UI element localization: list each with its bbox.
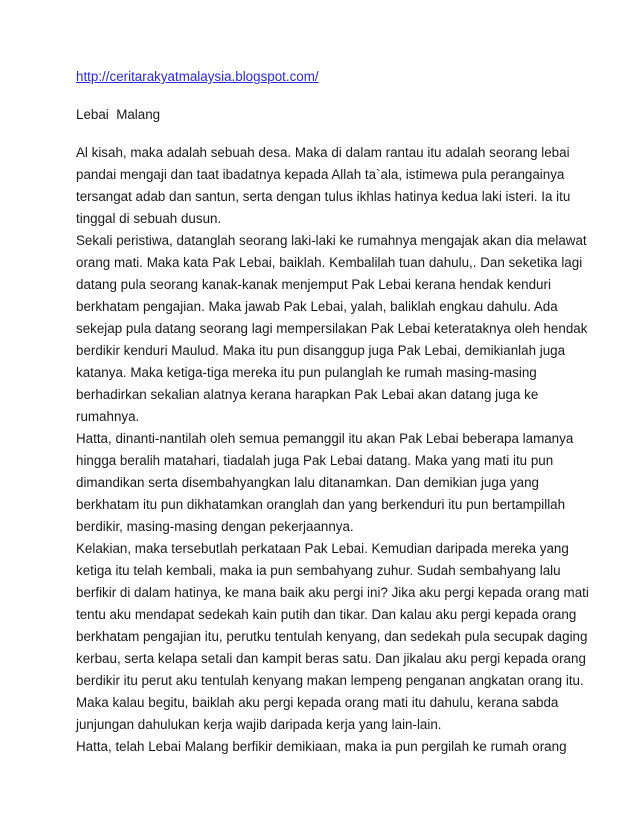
text-line: Maka kalau begitu, baiklah aku pergi kepada orang mati itu dahulu, kerana sabda (76, 695, 559, 710)
text-line: junjungan dahulukan kerja wajib daripada kerja yang lain-lain. (76, 717, 442, 732)
text-line: tentu aku mendapat sedekah kain putih dan tikar. Dan kalau aku pergi kepada orang (76, 607, 577, 622)
text-line: berdikir, masing-masing dengan pekerjaannya. (76, 519, 354, 534)
document-page (76, 66, 589, 758)
text-line: Kelakian, maka tersebutlah perkataan Pak Lebai. Kemudian daripada mereka yang (76, 541, 569, 556)
text-line: Al kisah, maka adalah sebuah desa. Maka di dalam rantau itu adalah seorang lebai (76, 145, 570, 160)
text-line: katanya. Maka ketiga-tiga mereka itu pun pulanglah ke rumah masing-masing (76, 365, 537, 380)
text-line: hingga beralih matahari, tiadalah juga Pak Lebai datang. Maka yang mati itu pun (76, 453, 554, 468)
story-body (76, 142, 589, 758)
text-line: berfikir di dalam hatinya, ke mana baik aku pergi ini? Jika aku pergi kepada orang mati (76, 585, 589, 600)
text-line: datang pula seorang kanak-kanak menjemput Pak Lebai kerana hendak kenduri (76, 277, 551, 292)
text-line: berdikir kenduri Maulud. Maka itu pun disanggup juga Pak Lebai, demikianlah juga (76, 343, 566, 358)
text-line: kerbau, serta kelapa setali dan kampit beras satu. Dan jikalau aku pergi kepada orang (76, 651, 586, 666)
text-line: berhadirkan sekalian alatnya kerana harapkan Pak Lebai akan datang juga ke (76, 387, 539, 402)
text-line: Hatta, telah Lebai Malang berfikir demikiaan, maka ia pun pergilah ke rumah orang (76, 739, 567, 754)
text-line: sekejap pula datang seorang lagi mempersilakan Pak Lebai keterataknya oleh hendak (76, 321, 588, 336)
text-line: ketiga itu telah kembali, maka ia pun sembahyang zuhur. Sudah sembahyang lalu (76, 563, 561, 578)
document-title: Lebai Malang (76, 107, 161, 122)
text-line: berdikir itu perut aku tentulah kenyang makan lempeng penganan angkatan orang itu. (76, 673, 584, 688)
text-line: pandai mengaji dan taat ibadatnya kepada Allah ta`ala, istimewa pula perangainya (76, 167, 565, 182)
text-line: Hatta, dinanti-nantilah oleh semua pemanggil itu akan Pak Lebai beberapa lamanya (76, 431, 574, 446)
text-line: tinggal di sebuah dusun. (76, 211, 222, 226)
text-line: berkhatam itu pun dikhatamkan oranglah dan yang berkenduri itu pun bertampillah (76, 497, 566, 512)
text-line: dimandikan serta disembahyangkan lalu ditanamkan. Dan demikian juga yang (76, 475, 540, 490)
text-line: orang mati. Maka kata Pak Lebai, baiklah. Kembalilah tuan dahulu,. Dan seketika lagi (76, 255, 583, 270)
text-line: berkhatam pengajian. Maka jawab Pak Lebai, yalah, baliklah engkau dahulu. Ada (76, 299, 558, 314)
text-line: rumahnya. (76, 409, 140, 424)
source-link[interactable]: http://ceritarakyatmalaysia.blogspot.com/ (76, 69, 319, 84)
text-line: berkhatam pengajian itu, perutku tentulah kenyang, dan sedekah pula secupak daging (76, 629, 588, 644)
text-line: Sekali peristiwa, datanglah seorang laki-laki ke rumahnya mengajak akan dia melawat (76, 233, 587, 248)
text-line: tersangat adab dan santun, serta dengan tulus ikhlas hatinya kedua laki isteri. Ia itu (76, 189, 571, 204)
